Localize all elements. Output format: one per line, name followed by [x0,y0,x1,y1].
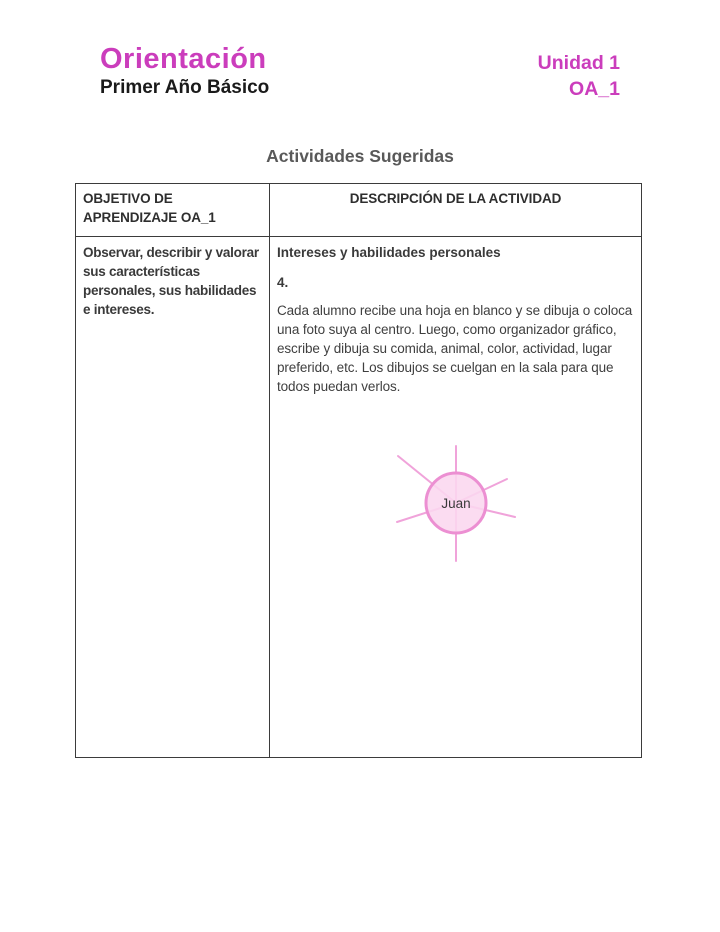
objective-text: Observar, describir y valorar sus características personales, sus habilidades e intereses. [83,245,259,317]
activity-description: Cada alumno recibe una hoja en blanco y se dibuja o coloca una foto suya al centro. Luego, como organizador gráfico, escribe y dibuja su comida, animal, color, actividad, lugar preferido, etc. Los dibujos se cuelgan en la sala para que todos puedan verlos. [277,303,633,394]
activity-number: 4. [277,275,289,290]
unit-label: Unidad 1 [537,52,620,74]
section-title: Actividades Sugeridas [266,146,454,166]
oa-code-label: OA_1 [569,78,620,100]
table-header-description-label: DESCRIPCIÓN DE LA ACTIVIDAD [349,191,562,206]
graphic-organizer [277,428,634,583]
activity-cell [270,237,641,757]
header-left [100,42,269,100]
sun-center-label: Juan [440,496,471,511]
table-header-objective [76,184,270,237]
objective-cell [76,237,270,757]
header-right [538,50,620,102]
table-header-description [270,184,641,237]
table-header-objective-label: OBJETIVO DE APRENDIZAJE OA_1 [83,191,216,225]
grade-subtitle: Primer Año Básico [100,77,270,98]
course-title: Orientación [100,43,267,75]
activity-subtitle: Intereses y habilidades personales [277,245,501,260]
sun-diagram-icon [366,428,546,578]
activities-table [75,183,642,758]
